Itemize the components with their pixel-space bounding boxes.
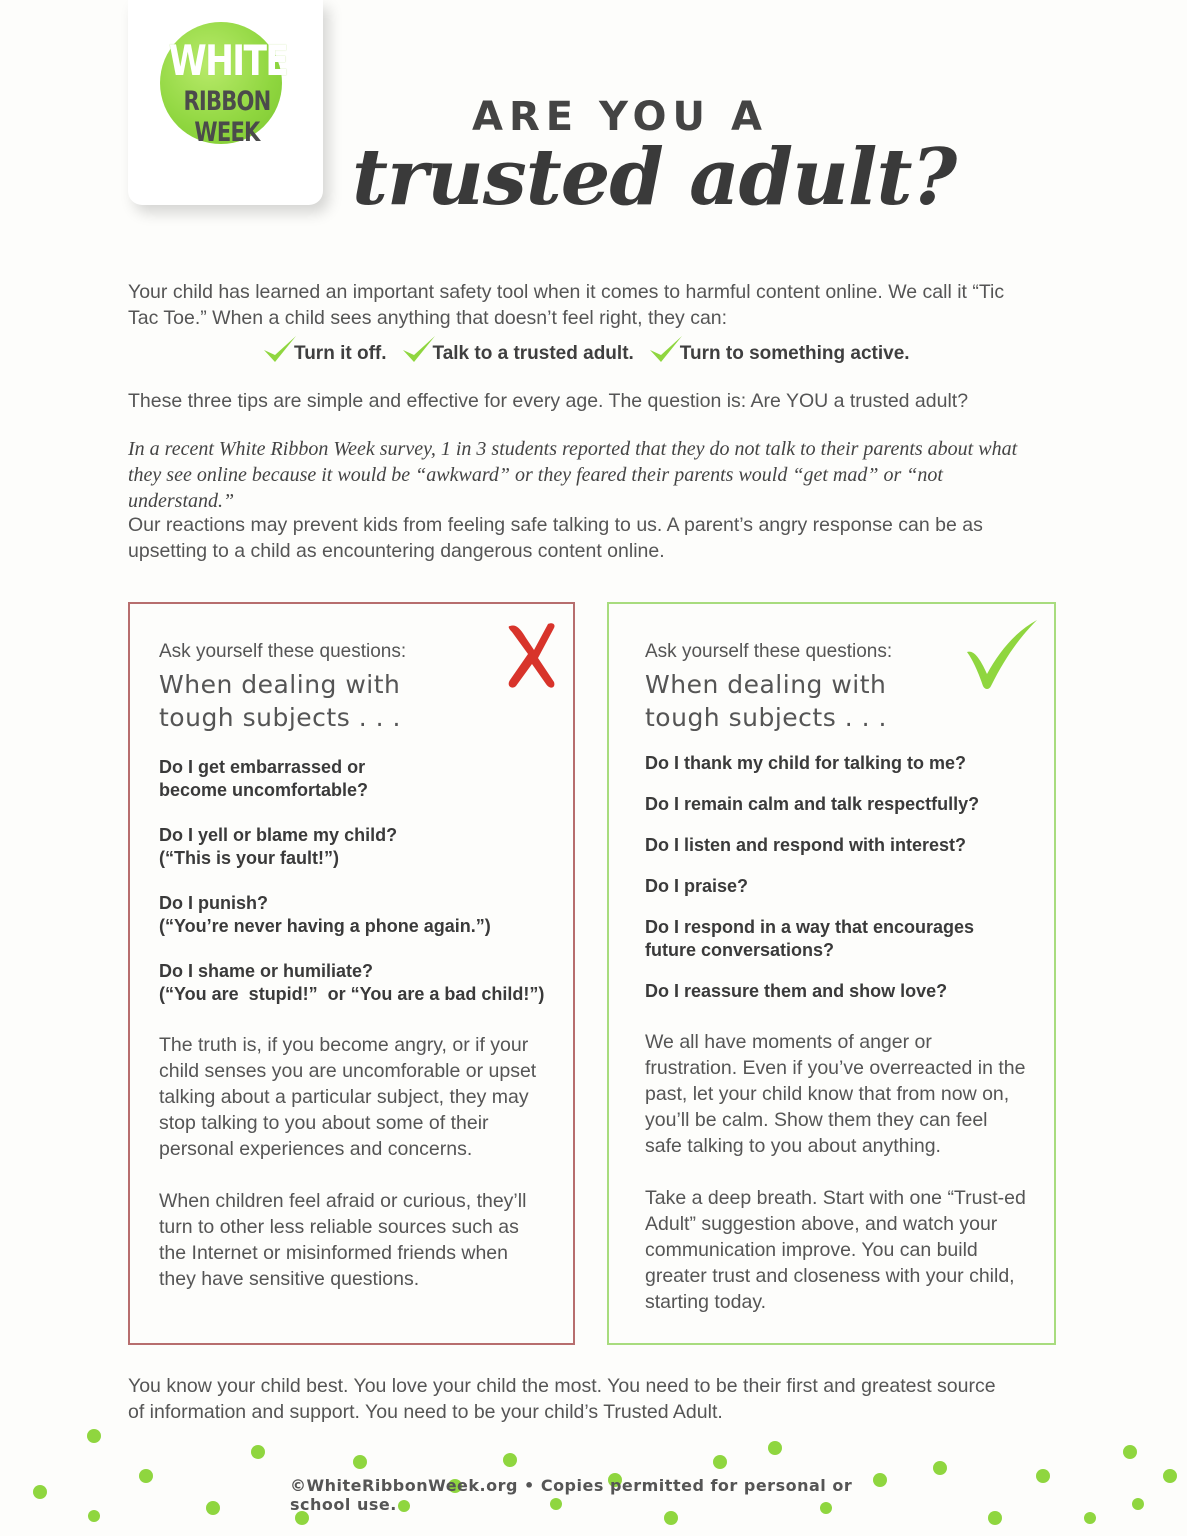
question-item <box>645 916 1026 962</box>
title-line1: ARE YOU A <box>472 94 768 140</box>
question-item <box>159 892 545 938</box>
question-line: Do I respond in a way that encourages <box>645 917 975 937</box>
question-line: (“This is your fault!”) <box>159 848 339 868</box>
question-item <box>645 980 1026 1003</box>
question-item <box>645 752 1026 775</box>
question-line: Do I get embarrassed or <box>159 757 366 777</box>
question-item <box>159 756 545 802</box>
tip-item <box>401 333 634 365</box>
question-item <box>645 875 1026 898</box>
tip-item <box>648 333 910 365</box>
check-icon <box>648 333 684 365</box>
box-paragraph: The truth is, if you become angry, or if your child senses you are uncomforable or upset talking about a particular subject, they may stop talking to you about some of their personal experiences and concerns. <box>159 1034 537 1160</box>
tip-item <box>262 333 387 365</box>
question-item <box>159 960 545 1006</box>
check-icon <box>262 333 298 365</box>
question-line: become uncomfortable? <box>159 780 369 800</box>
reactions-paragraph: Our reactions may prevent kids from feeling safe talking to us. A parent’s angry response can be as upsetting to a child as encountering dangerous content online. <box>128 514 983 562</box>
x-mark-icon <box>506 620 558 690</box>
question-line: (“You’re never having a phone again.”) <box>159 916 491 936</box>
question-line: future conversations? <box>645 940 835 960</box>
tip-label: Talk to a trusted adult. <box>432 343 634 364</box>
box-paragraph: Take a deep breath. Start with one “Trust-ed Adult” suggestion above, and watch your communication improve. You can build greater trust and closeness with your child, starting today. <box>645 1187 1026 1313</box>
question-line: Do I praise? <box>645 876 749 896</box>
question-line: Do I punish? <box>159 893 268 913</box>
title-line2: trusted adult? <box>352 132 957 223</box>
survey-quote: In a recent White Ribbon Week survey, 1 in 3 students reported that they do not talk to their parents about what they see online because it would be “awkward” or they feared their parents would “get mad” or “not understand.” <box>128 438 1018 512</box>
box-paragraph: We all have moments of anger or frustration. Even if you’ve overreacted in the past, let your child know that from now on, you’ll be calm. Show them they can feel safe talking to you about anything. <box>645 1031 1026 1157</box>
question-item <box>645 834 1026 857</box>
question-line: Do I yell or blame my child? <box>159 825 398 845</box>
question-line: Do I remain calm and talk respectfully? <box>645 794 980 814</box>
question-line: Do I shame or humiliate? <box>159 961 374 981</box>
logo-white-text: WHITE <box>168 36 288 85</box>
question-line: (“You are stupid!” or “You are a bad child!”) <box>159 984 545 1004</box>
question-item <box>159 824 545 870</box>
ask-label: Ask yourself these questions: <box>159 641 407 662</box>
question-line: Do I thank my child for talking to me? <box>645 753 967 773</box>
tips-row <box>262 333 924 365</box>
question-item <box>645 793 1026 816</box>
logo-ribbon-week-text: RIBBON WEEK <box>183 86 271 148</box>
intro-paragraph: Your child has learned an important safety tool when it comes to harmful content online. We call it “Tic Tac Toe.” When a child sees anything that doesn’t feel right, they can: <box>128 281 1005 329</box>
logo-card <box>128 0 323 205</box>
tip-label: Turn it off. <box>294 343 387 364</box>
tips-note: These three tips are simple and effective for every age. The question is: Are YOU a trusted adult? <box>128 390 969 412</box>
closing-paragraph: You know your child best. You love your child the most. You need to be their first and greatest source of information and support. You need to be your child’s Trusted Adult. <box>128 1375 996 1423</box>
copyright-notice: ©WhiteRibbonWeek.org • Copies permitted for personal or school use. <box>290 1476 853 1514</box>
check-icon <box>401 333 437 365</box>
question-line: Do I reassure them and show love? <box>645 981 948 1001</box>
tip-label: Turn to something active. <box>679 343 910 364</box>
box-heading: When dealing with tough subjects . . . <box>159 670 401 732</box>
check-mark-icon <box>965 618 1039 690</box>
dont-box <box>128 602 575 1345</box>
do-box <box>607 602 1056 1345</box>
ask-label: Ask yourself these questions: <box>645 641 893 662</box>
box-paragraph: When children feel afraid or curious, they’ll turn to other less reliable sources such as the Internet or misinformed friends when they have sensitive questions. <box>159 1190 527 1290</box>
question-line: Do I listen and respond with interest? <box>645 835 967 855</box>
box-heading: When dealing with tough subjects . . . <box>645 670 887 732</box>
